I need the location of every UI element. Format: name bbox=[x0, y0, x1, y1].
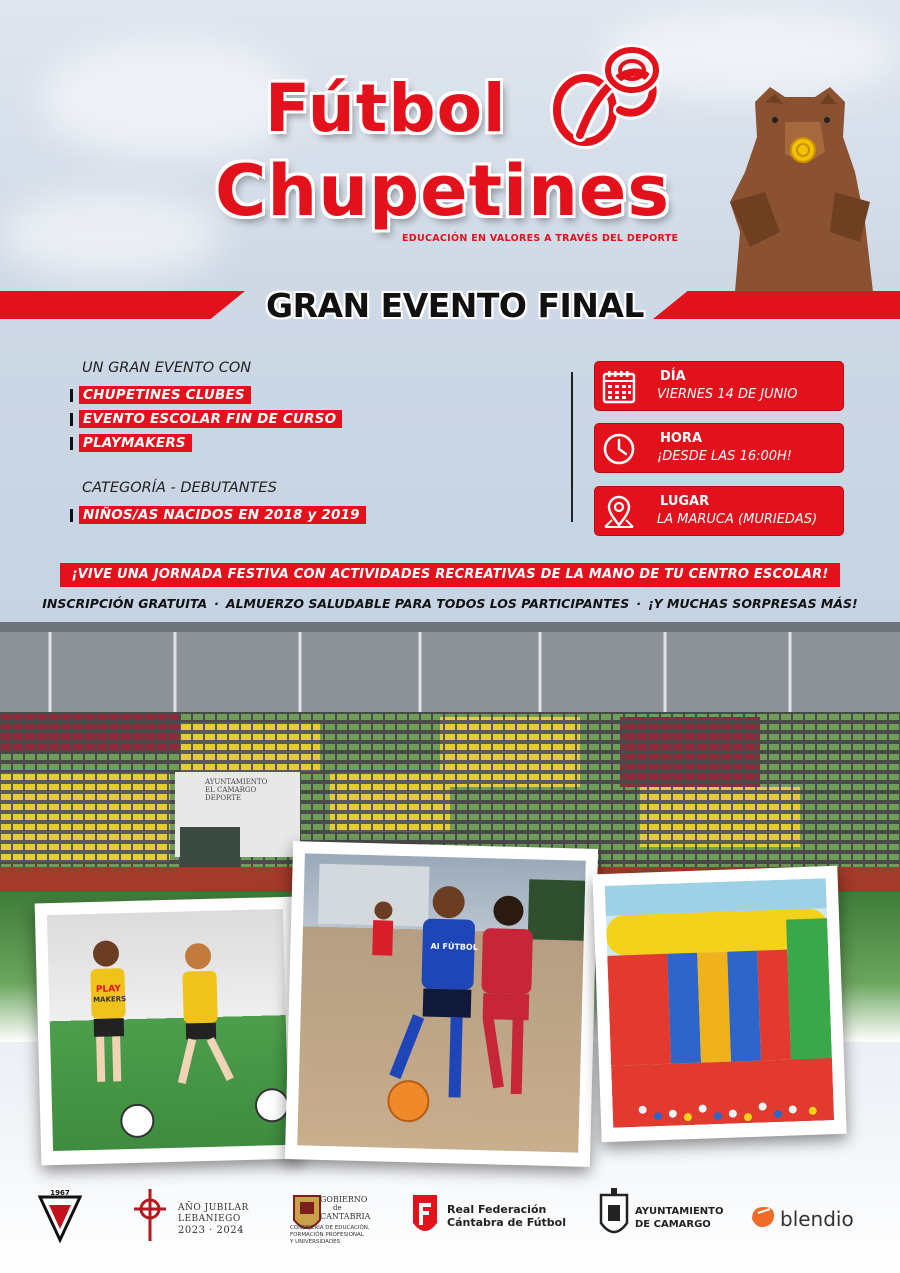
bullet-bar bbox=[70, 509, 73, 522]
inflatable-illustration bbox=[605, 878, 834, 1128]
gobierno-sub-2: FORMACIÓN PROFESIONAL bbox=[290, 1232, 364, 1238]
title-subtitle: EDUCACIÓN EN VALORES A TRAVÉS DEL DEPORTE bbox=[402, 233, 679, 244]
photo-shirt-text: AI FÚTBOL bbox=[430, 941, 478, 952]
club-crest-icon bbox=[35, 1185, 85, 1245]
stadium-sign-line: EL CAMARGO bbox=[205, 786, 257, 794]
bullet-bar bbox=[70, 389, 73, 402]
jubilar-cross-icon bbox=[130, 1185, 170, 1245]
gobierno-sub-1: CONSEJERÍA DE EDUCACIÓN, bbox=[290, 1225, 370, 1231]
extra-item: ¡Y MUCHAS SORPRESAS MÁS! bbox=[647, 596, 858, 611]
event-tag: EVENTO ESCOLAR FIN DE CURSO bbox=[79, 410, 342, 428]
cloud bbox=[0, 190, 220, 280]
info-value: VIERNES 14 DE JUNIO bbox=[657, 387, 798, 402]
festiva-banner: ¡VIVE UNA JORNADA FESTIVA CON ACTIVIDADES RECREATIVAS DE LA MANO DE TU CENTRO ESCOLAR! bbox=[60, 563, 840, 587]
ayto-line-1: AYUNTAMIENTO bbox=[635, 1206, 724, 1217]
title-line-2: Chupetines bbox=[215, 150, 671, 232]
title-block bbox=[215, 70, 685, 250]
photo-playmakers bbox=[35, 897, 302, 1166]
rfcf-crest-icon bbox=[410, 1185, 440, 1245]
info-box-hora bbox=[594, 423, 844, 473]
gobierno-line-1: GOBIERNO bbox=[320, 1195, 368, 1204]
event-item bbox=[70, 386, 251, 404]
photo-shirt-text: MAKERS bbox=[93, 995, 127, 1004]
separator: · bbox=[214, 596, 219, 611]
photo-inflatable bbox=[592, 866, 846, 1142]
calendar-icon bbox=[600, 368, 638, 406]
info-value: LA MARUCA (MURIEDAS) bbox=[657, 512, 818, 527]
extras-line bbox=[0, 596, 900, 611]
separator: · bbox=[636, 596, 641, 611]
category-title: CATEGORÍA - DEBUTANTES bbox=[82, 480, 277, 496]
club-crest-year: 1967 bbox=[50, 1189, 70, 1197]
gobierno-line-3: CANTABRIA bbox=[320, 1212, 371, 1221]
category-item bbox=[70, 506, 366, 524]
jubilar-years: 2023 · 2024 bbox=[178, 1225, 244, 1236]
event-item bbox=[70, 410, 342, 428]
stadium-sign-line: DEPORTE bbox=[205, 794, 242, 802]
camargo-shield-icon bbox=[597, 1185, 631, 1245]
info-box-lugar bbox=[594, 486, 844, 536]
blendio-wordmark: blendio bbox=[780, 1207, 854, 1231]
info-label: LUGAR bbox=[660, 494, 710, 509]
info-value: ¡DESDE LAS 16:00H! bbox=[657, 449, 793, 464]
banner-title: GRAN EVENTO FINAL bbox=[266, 286, 644, 325]
extra-item: ALMUERZO SALUDABLE PARA TODOS LOS PARTICIPANTES bbox=[225, 596, 630, 611]
clock-icon bbox=[600, 430, 638, 468]
bullet-bar bbox=[70, 413, 73, 426]
bullet-bar bbox=[70, 437, 73, 450]
banner-stripe-left bbox=[0, 291, 245, 319]
intro-text: UN GRAN EVENTO CON bbox=[82, 360, 252, 376]
photo-shirt-text: PLAY bbox=[95, 984, 121, 995]
info-box-dia bbox=[594, 361, 844, 411]
event-item bbox=[70, 434, 192, 452]
rfcf-line-1: Real Federación bbox=[447, 1203, 547, 1216]
jubilar-line-2: LEBANIEGO bbox=[178, 1214, 241, 1224]
info-label: HORA bbox=[660, 431, 703, 446]
event-tag: PLAYMAKERS bbox=[79, 434, 192, 452]
jubilar-line-1: AÑO JUBILAR bbox=[178, 1203, 249, 1213]
sponsor-logos bbox=[0, 1185, 900, 1255]
info-label: DÍA bbox=[660, 369, 686, 384]
banner-stripe-right bbox=[653, 291, 900, 319]
title-line-1: Fútbol bbox=[265, 70, 507, 147]
ayto-line-2: DE CAMARGO bbox=[635, 1219, 711, 1230]
event-tag: CHUPETINES CLUBES bbox=[79, 386, 251, 404]
stadium-sign bbox=[205, 778, 267, 802]
blendio-logo-icon bbox=[748, 1185, 778, 1245]
kids-illustration bbox=[47, 909, 289, 1151]
location-pin-icon bbox=[600, 493, 638, 531]
bear-mascot-icon bbox=[725, 82, 875, 292]
extra-item: INSCRIPCIÓN GRATUITA bbox=[42, 596, 208, 611]
photo-beach-football bbox=[285, 841, 598, 1167]
divider bbox=[571, 372, 573, 522]
gobierno-line-2: de bbox=[333, 1204, 342, 1212]
rfcf-line-2: Cántabra de Fútbol bbox=[447, 1216, 566, 1229]
players-illustration bbox=[297, 853, 586, 1152]
gobierno-sub-3: Y UNIVERSIDADES bbox=[290, 1239, 341, 1245]
stadium-sign-line: AYUNTAMIENTO bbox=[205, 778, 268, 786]
category-tag: NIÑOS/AS NACIDOS EN 2018 y 2019 bbox=[79, 506, 366, 524]
